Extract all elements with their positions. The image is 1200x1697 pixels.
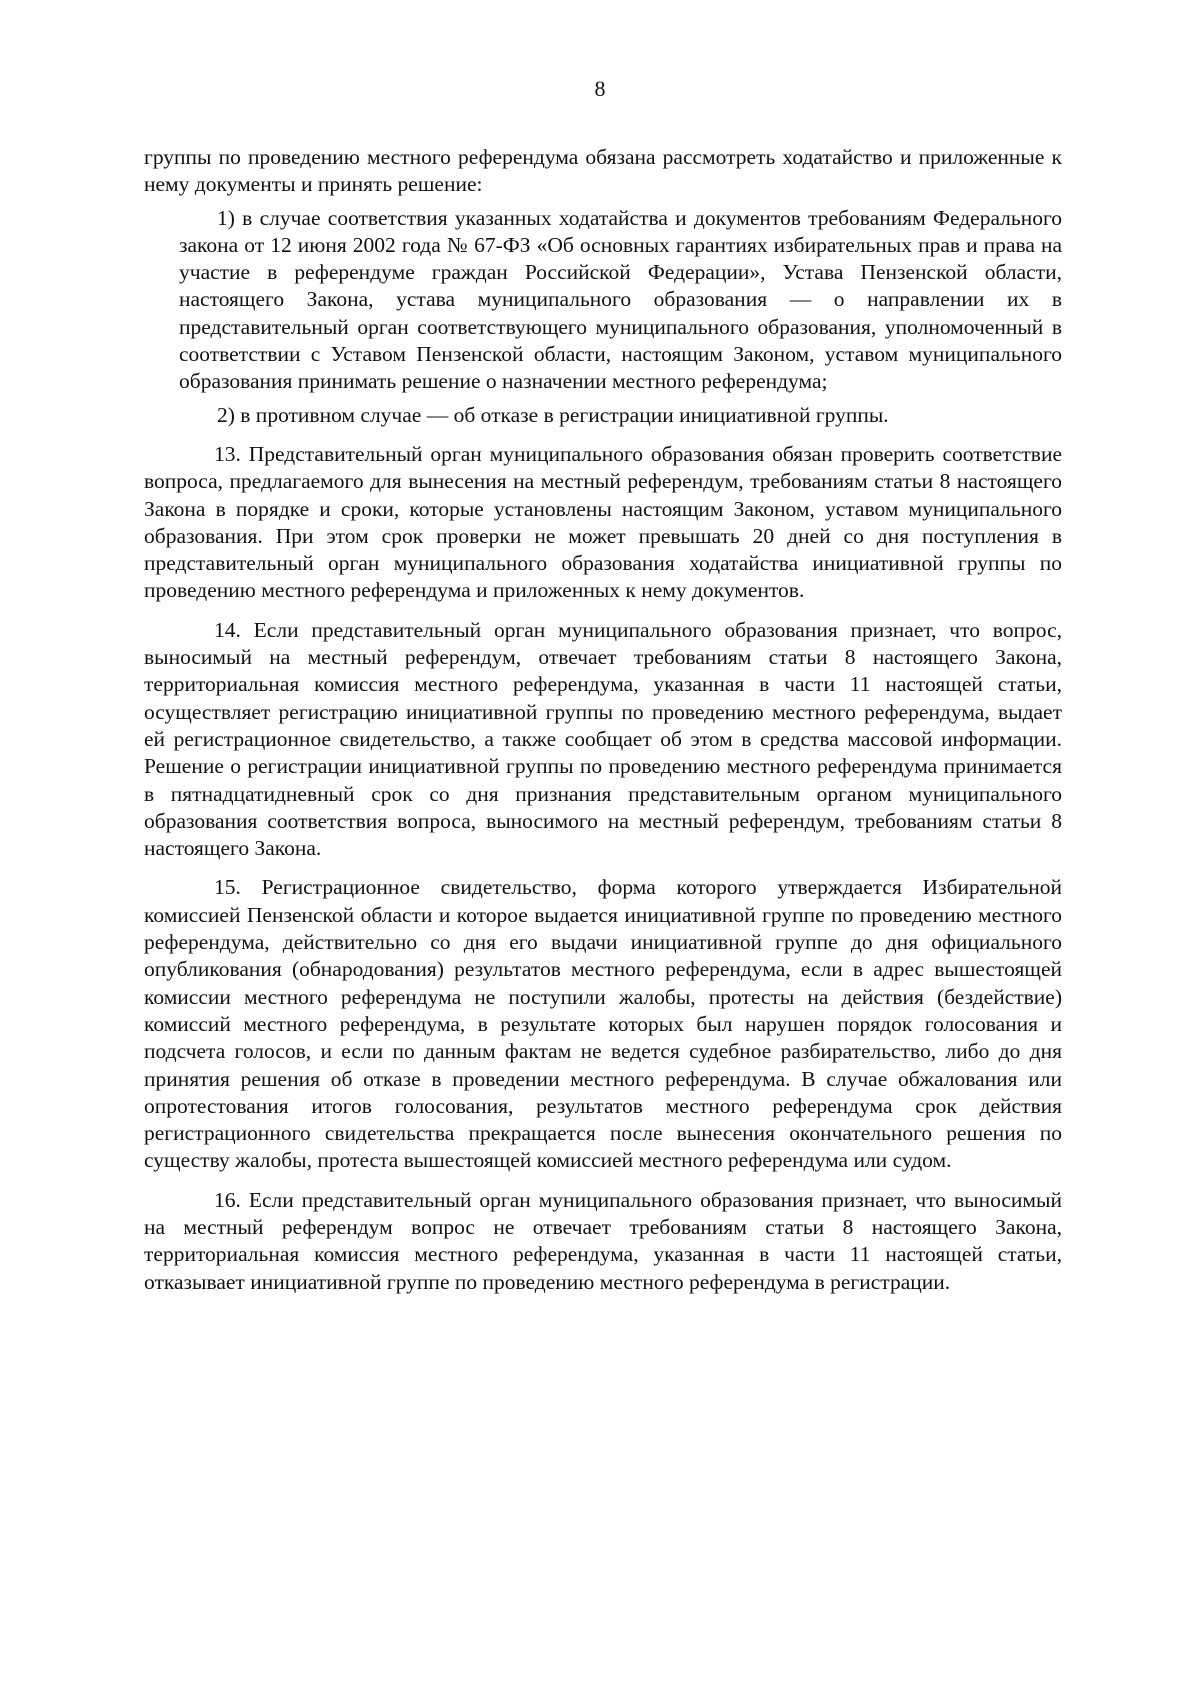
paragraph-13: 13. Представительный орган муниципального образования обязан проверить соответствие вопроса, предлагаемого для вынесения на местный референдум, требованиям статьи 8 настоящего Закона в порядке и сроки, которые установлены настоящим Законом, уставом муниципального образования. При этом срок проверки не может превышать 20 дней со дня поступления в представительный орган муниципального образования ходатайства инициативной группы по проведению местного референдума и приложенных к нему документов. [144,441,1062,603]
page-number: 8 [594,76,606,101]
paragraph-continuation: группы по проведению местного референдума обязана рассмотреть ходатайство и приложенные к нему документы и принять решение: [144,145,1062,197]
document-body [144,144,1062,1296]
list-item-1: 1) в случае соответствия указанных ходатайства и документов требованиям Федерального закона от 12 июня 2002 года № 67-ФЗ «Об основных гарантиях избирательных прав и права на участие в референдуме граждан Российской Федерации», Устава Пензенской области, настоящего Закона, устава муниципального образования — о направлении их в представительный орган соответствующего муниципального образования, уполномоченный в соответствии с Уставом Пензенской области, настоящим Законом, уставом муниципального образования принимать решение о назначении местного референдума; [179,205,1062,394]
paragraph-16: 16. Если представительный орган муниципального образования признает, что выносимый на местный референдум вопрос не отвечает требованиям статьи 8 настоящего Закона, территориальная комиссия местного референдума, указанная в части 11 настоящей статьи, отказывает инициативной группе по проведению местного референдума в регистрации. [144,1187,1062,1294]
list-item-2: 2) в противном случае — об отказе в регистрации инициативной группы. [217,402,889,427]
paragraph-14: 14. Если представительный орган муниципального образования признает, что вопрос, выносимый на местный референдум, отвечает требованиям статьи 8 настоящего Закона, территориальная комиссия местного референдума, указанная в части 11 настоящей статьи, осуществляет регистрацию инициативной группы по проведению местного референдума, выдает ей регистрационное свидетельство, а также сообщает об этом в средства массовой информации. Решение о регистрации инициативной группы по проведению местного референдума принимается в пятнадцатидневный срок со дня признания представительным органом муниципального образования соответствия вопроса, выносимого на местный референдум, требованиям статьи 8 настоящего Закона. [144,617,1062,861]
paragraph-15: 15. Регистрационное свидетельство, форма которого утверждается Избирательной комиссией Пензенской области и которое выдается инициативной группе по проведению местного референдума, действительно со дня его выдачи инициативной группе до дня официального опубликования (обнародования) результатов местного референдума, если в адрес вышестоящей комиссии местного референдума не поступили жалобы, протесты на действия (бездействие) комиссий местного референдума, в результате которых был нарушен порядок голосования и подсчета голосов, и если по данным фактам не ведется судебное разбирательство, либо до дня принятия решения об отказе в проведении местного референдума. В случае обжалования или опротестования итогов голосования, результатов местного референдума срок действия регистрационного свидетельства прекращается после вынесения окончательного решения по существу жалобы, протеста вышестоящей комиссией местного референдума или судом. [144,875,1062,1173]
